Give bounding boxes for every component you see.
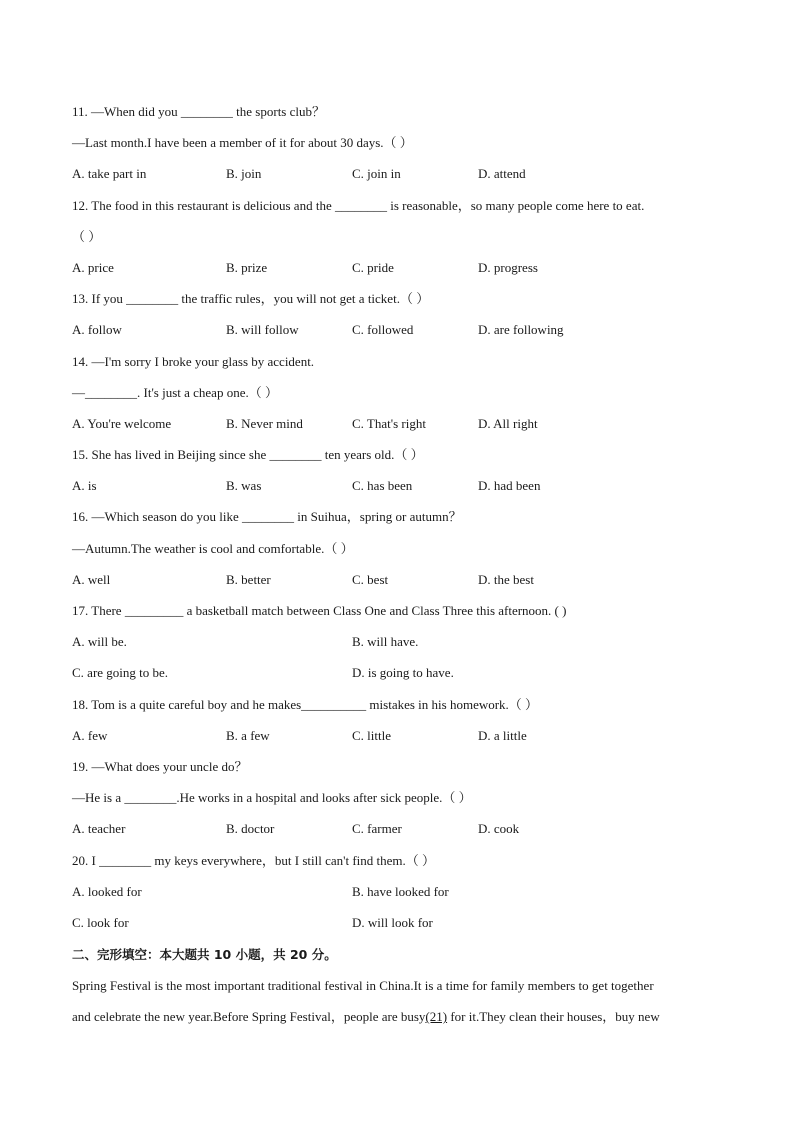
answer-option: D. attend bbox=[478, 166, 526, 182]
question-stem: 14. —I'm sorry I broke your glass by accident. bbox=[72, 353, 315, 369]
answer-option: A. price bbox=[72, 259, 114, 275]
question-stem: 19. —What does your uncle do？ bbox=[72, 758, 248, 774]
answer-option: D. cook bbox=[478, 821, 520, 837]
answer-option: B. have looked for bbox=[352, 883, 449, 899]
passage-line: Spring Festival is the most important traditional festival in China.It is a time for family members to get together bbox=[72, 978, 654, 994]
answer-option: B. will follow bbox=[226, 322, 299, 338]
options-row bbox=[72, 252, 722, 283]
answer-option: A. few bbox=[72, 727, 108, 743]
question-line: —He is a ________.He works in a hospital and looks after sick people.（ ） bbox=[72, 790, 472, 806]
options-row bbox=[72, 564, 722, 595]
answer-option: B. was bbox=[226, 478, 262, 494]
options-row bbox=[72, 720, 722, 751]
question-stem: 18. Tom is a quite careful boy and he makes__________ mistakes in his homework.（ ） bbox=[72, 696, 539, 712]
answer-option: A. will be. bbox=[72, 634, 127, 650]
question-stem: 13. If you ________ the traffic rules，you will not get a ticket.（ ） bbox=[72, 291, 430, 307]
passage-text: and celebrate the new year.Before Spring Festival，people are busy bbox=[72, 1009, 426, 1025]
answer-option: C. That's right bbox=[352, 415, 426, 431]
answer-option: D. progress bbox=[478, 259, 538, 275]
answer-option: A. take part in bbox=[72, 166, 147, 182]
answer-option: D. the best bbox=[478, 571, 534, 587]
answer-option: B. a few bbox=[226, 727, 270, 743]
answer-option: D. had been bbox=[478, 478, 541, 494]
answer-option: A. looked for bbox=[72, 883, 142, 899]
passage-line bbox=[72, 1001, 722, 1032]
section-title: 二、完形填空：本大题共 10 小题，共 20 分。 bbox=[72, 947, 337, 962]
options-row bbox=[72, 626, 722, 657]
answer-option: D. will look for bbox=[352, 914, 433, 930]
answer-option: A. teacher bbox=[72, 821, 126, 837]
answer-option: D. is going to have. bbox=[352, 665, 454, 681]
answer-option: D. are following bbox=[478, 322, 564, 338]
question-stem: 20. I ________ my keys everywhere，but I still can't find them.（ ） bbox=[72, 852, 436, 868]
answer-option: D. All right bbox=[478, 415, 538, 431]
cloze-section bbox=[72, 939, 722, 1033]
answer-option: B. will have. bbox=[352, 634, 419, 650]
answer-option: C. are going to be. bbox=[72, 665, 169, 681]
answer-option: A. well bbox=[72, 571, 111, 587]
question-line: —________. It's just a cheap one.（ ） bbox=[72, 384, 278, 400]
passage-text: for it.They clean their houses，buy new bbox=[447, 1009, 660, 1025]
answer-option: A. You're welcome bbox=[72, 415, 172, 431]
blank-21: (21) bbox=[425, 1009, 448, 1025]
answer-option: B. join bbox=[226, 166, 262, 182]
options-row bbox=[72, 158, 722, 189]
answer-option: B. doctor bbox=[226, 821, 275, 837]
question-stem: 11. —When did you ________ the sports club？ bbox=[72, 104, 325, 119]
answer-option: B. prize bbox=[226, 259, 268, 275]
options-row bbox=[72, 813, 722, 844]
answer-option: C. pride bbox=[352, 259, 394, 275]
answer-option: D. a little bbox=[478, 727, 527, 743]
answer-option: C. look for bbox=[72, 914, 129, 930]
answer-option: C. farmer bbox=[352, 821, 402, 837]
answer-option: C. join in bbox=[352, 166, 401, 182]
question-stem: 16. —Which season do you like ________ in Suihua，spring or autumn？ bbox=[72, 509, 462, 525]
options-row bbox=[72, 314, 722, 345]
answer-option: C. little bbox=[352, 727, 391, 743]
answer-option: C. followed bbox=[352, 322, 414, 338]
question-line: （ ） bbox=[72, 228, 102, 244]
question-line: —Last month.I have been a member of it for about 30 days.（ ） bbox=[72, 135, 413, 151]
options-row bbox=[72, 907, 722, 938]
exam-page bbox=[72, 96, 722, 938]
answer-option: C. has been bbox=[352, 478, 413, 494]
question-stem: 12. The food in this restaurant is delicious and the ________ is reasonable，so many people come here to eat. bbox=[72, 197, 645, 213]
question-stem: 15. She has lived in Beijing since she ________ ten years old.（ ） bbox=[72, 447, 424, 463]
options-row bbox=[72, 876, 722, 907]
answer-option: B. Never mind bbox=[226, 415, 303, 431]
question-stem: 17. There _________ a basketball match between Class One and Class Three this afternoon. ( ) bbox=[72, 603, 567, 618]
answer-option: B. better bbox=[226, 571, 271, 587]
answer-option: C. best bbox=[352, 571, 389, 587]
answer-option: A. follow bbox=[72, 322, 122, 338]
answer-option: A. is bbox=[72, 478, 97, 494]
options-row bbox=[72, 470, 722, 501]
options-row bbox=[72, 408, 722, 439]
options-row bbox=[72, 657, 722, 688]
question-line: —Autumn.The weather is cool and comfortable.（ ） bbox=[72, 540, 354, 556]
